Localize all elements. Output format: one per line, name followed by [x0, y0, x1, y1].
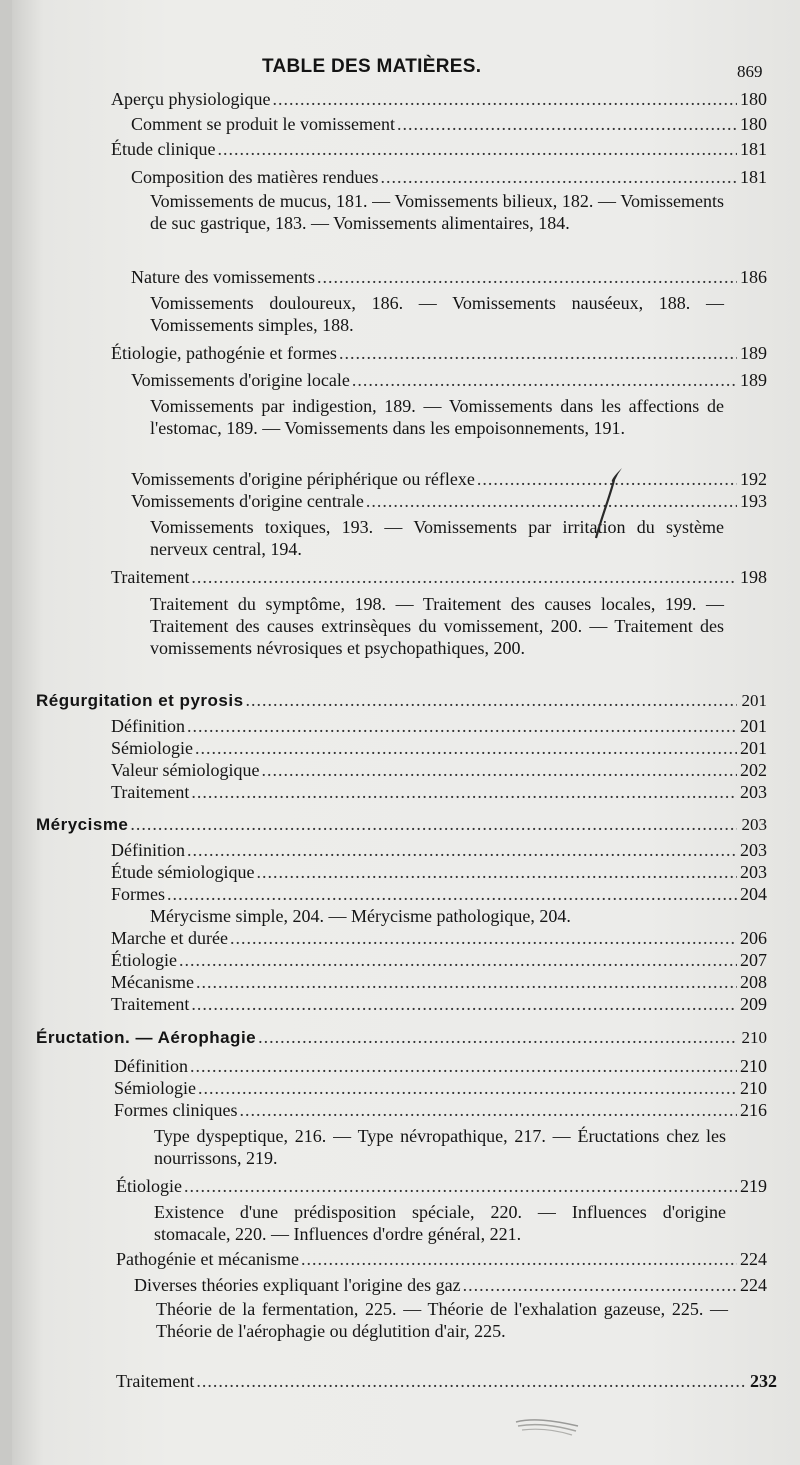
- toc-entry-page: 224: [740, 1275, 767, 1295]
- toc-entry-label: Valeur sémiologique: [111, 760, 260, 780]
- toc-entry: [111, 927, 767, 949]
- toc-entry-label: Définition: [111, 716, 185, 736]
- toc-entry-page: 232: [750, 1371, 777, 1391]
- leader-dots: [380, 166, 737, 188]
- toc-entry-label: Traitement: [116, 1371, 195, 1391]
- leader-dots: [463, 1274, 737, 1296]
- toc-entry-page: 181: [740, 167, 767, 187]
- toc-subentry-paragraph: Existence d'une prédisposition spéciale, 220. — Influences d'origine stomacale, 220. — Influences d'ordre général, 221.: [154, 1202, 726, 1244]
- toc-entry-label: Étude sémiologique: [111, 862, 255, 882]
- toc-section-page: 210: [741, 1028, 767, 1047]
- toc-entry: [111, 737, 767, 759]
- toc-entry-page: 198: [740, 567, 767, 587]
- ink-smudge-icon: [512, 1412, 582, 1440]
- toc-entry-label: Sémiologie: [111, 738, 193, 758]
- toc-entry-label: Vomissements d'origine centrale: [131, 491, 364, 511]
- toc-entry: [116, 1248, 767, 1270]
- leader-dots: [196, 971, 737, 993]
- toc-entry-page: 202: [740, 760, 767, 780]
- leader-dots: [339, 342, 737, 364]
- toc-entry-page: 203: [740, 782, 767, 802]
- toc-entry: [111, 566, 767, 588]
- page-header: [0, 52, 800, 82]
- leader-dots: [130, 813, 737, 835]
- leader-dots: [217, 138, 737, 160]
- toc-entry-label: Vomissements d'origine locale: [131, 370, 350, 390]
- toc-entry-label: Pathogénie et mécanisme: [116, 1249, 299, 1269]
- toc-entry-page: 203: [740, 840, 767, 860]
- toc-entry-page: 224: [740, 1249, 767, 1269]
- toc-entry-page: 192: [740, 469, 767, 489]
- pencil-mark-icon: [588, 466, 628, 540]
- toc-entry-label: Diverses théories expliquant l'origine des gaz: [134, 1275, 461, 1295]
- toc-entry-label: Traitement: [111, 994, 190, 1014]
- toc-entry-label: Étiologie: [111, 950, 177, 970]
- toc-entry: [111, 138, 767, 160]
- leader-dots: [198, 1077, 737, 1099]
- leader-dots: [191, 993, 737, 1015]
- leader-dots: [195, 737, 737, 759]
- toc-subentry-paragraph: Traitement du symptôme, 198. — Traitement des causes locales, 199. — Traitement des causes extrinsèques du vomissement, 200. — Traitement des vomissements névrosiques et psychopathiques, 200.: [150, 594, 724, 658]
- toc-entry: [114, 1099, 767, 1121]
- toc-subentry-paragraph: Théorie de la fermentation, 225. — Théorie de l'exhalation gazeuse, 225. — Théorie de l'aérophagie ou déglutition d'air, 225.: [156, 1299, 728, 1341]
- toc-section: [36, 813, 767, 836]
- toc-section-page: 203: [741, 815, 767, 834]
- toc-entry: [131, 166, 767, 188]
- toc-entry: [134, 1274, 767, 1296]
- leader-dots: [196, 1370, 747, 1392]
- toc-entry: [111, 342, 767, 364]
- leader-dots: [190, 1055, 737, 1077]
- toc-entry: [131, 113, 767, 135]
- toc-entry-label: Comment se produit le vomissement: [131, 114, 395, 134]
- toc-entry: [111, 781, 767, 803]
- toc-entry-label: Traitement: [111, 567, 190, 587]
- toc-entry-label: Mécanisme: [111, 972, 194, 992]
- toc-entry: [114, 1077, 767, 1099]
- toc-subentry-paragraph: Type dyspeptique, 216. — Type névropathique, 217. — Éructations chez les nourrissons, 219.: [154, 1126, 726, 1168]
- toc-entry-label: Nature des vomissements: [131, 267, 315, 287]
- leader-dots: [184, 1175, 737, 1197]
- leader-dots: [397, 113, 737, 135]
- toc-section-label: Éructation. — Aérophagie: [36, 1028, 257, 1047]
- toc-entry-page: 210: [740, 1056, 767, 1076]
- toc-entry-page: 219: [740, 1176, 767, 1196]
- toc-section: [36, 689, 767, 712]
- toc-subentry-paragraph: Vomissements de mucus, 181. — Vomissements bilieux, 182. — Vomissements de suc gastrique, 183. — Vomissements alimentaires, 184.: [150, 191, 724, 233]
- toc-subentry-paragraph: Mérycisme simple, 204. — Mérycisme pathologique, 204.: [150, 906, 571, 926]
- toc-entry: [111, 715, 767, 737]
- leader-dots: [167, 883, 737, 905]
- toc-entry-page: 189: [740, 370, 767, 390]
- toc-entry-label: Étiologie, pathogénie et formes: [111, 343, 337, 363]
- toc-entry-page: 203: [740, 862, 767, 882]
- leader-dots: [272, 88, 737, 110]
- leader-dots: [301, 1248, 737, 1270]
- toc-subentry-paragraph: Vomissements douloureux, 186. — Vomissements nauséeux, 188. — Vomissements simples, 188.: [150, 293, 724, 335]
- toc-entry-page: 209: [740, 994, 767, 1014]
- leader-dots: [230, 927, 737, 949]
- toc-entry-page: 180: [740, 89, 767, 109]
- leader-dots: [191, 566, 737, 588]
- toc-entry-label: Étiologie: [116, 1176, 182, 1196]
- leader-dots: [191, 781, 737, 803]
- toc-subentry-paragraph: Vomissements toxiques, 193. — Vomissements par irritation du système nerveux central, 194.: [150, 517, 724, 559]
- toc-entry-label: Formes: [111, 884, 165, 904]
- toc-entry: [116, 1175, 767, 1197]
- toc-entry-label: Définition: [114, 1056, 188, 1076]
- toc-entry: [111, 861, 767, 883]
- toc-entry: [131, 266, 767, 288]
- toc-entry-label: Composition des matières rendues: [131, 167, 379, 187]
- leader-dots: [366, 490, 737, 512]
- toc-entry-page: 193: [740, 491, 767, 511]
- leader-dots: [261, 759, 737, 781]
- toc-entry-page: 181: [740, 139, 767, 159]
- toc-entry-label: Étude clinique: [111, 139, 216, 159]
- toc-entry: [111, 949, 767, 971]
- toc-entry-page: 216: [740, 1100, 767, 1120]
- toc-entry: [111, 88, 767, 110]
- toc-entry-label: Traitement: [111, 782, 190, 802]
- toc-entry-page: 201: [740, 738, 767, 758]
- toc-entry: [111, 971, 767, 993]
- toc-entry-page: 210: [740, 1078, 767, 1098]
- page-number: 869: [737, 62, 763, 81]
- toc-entry-page: 186: [740, 267, 767, 287]
- leader-dots: [258, 1026, 737, 1048]
- toc-entry: [111, 883, 767, 905]
- toc-entry-page: 180: [740, 114, 767, 134]
- toc-entry-page: 204: [740, 884, 767, 904]
- leader-dots: [352, 369, 737, 391]
- toc-entry-label: Aperçu physiologique: [111, 89, 271, 109]
- leader-dots: [187, 839, 737, 861]
- toc-entry: [114, 1055, 767, 1077]
- toc-entry: [111, 759, 767, 781]
- toc-section-label: Régurgitation et pyrosis: [36, 691, 244, 710]
- leader-dots: [240, 1099, 738, 1121]
- toc-entry-label: Formes cliniques: [114, 1100, 238, 1120]
- toc-entry-page: 208: [740, 972, 767, 992]
- toc-entry: [116, 1370, 777, 1392]
- leader-dots: [256, 861, 737, 883]
- toc-entry-label: Marche et durée: [111, 928, 228, 948]
- toc-entry-label: Définition: [111, 840, 185, 860]
- toc-entry: [111, 839, 767, 861]
- toc-entry: [131, 468, 767, 490]
- leader-dots: [179, 949, 737, 971]
- toc-section: [36, 1026, 767, 1049]
- leader-dots: [317, 266, 737, 288]
- toc-entry: [111, 993, 767, 1015]
- toc-subentry-paragraph: Vomissements par indigestion, 189. — Vomissements dans les affections de l'estomac, 189. — Vomissements dans les empoisonnements, 191.: [150, 396, 724, 438]
- leader-dots: [246, 689, 737, 711]
- toc-entry: [131, 369, 767, 391]
- toc-entry-page: 189: [740, 343, 767, 363]
- leader-dots: [187, 715, 737, 737]
- toc-entry-label: Vomissements d'origine périphérique ou réflexe: [131, 469, 475, 489]
- toc-entry-page: 207: [740, 950, 767, 970]
- running-title: TABLE DES MATIÈRES.: [262, 56, 482, 77]
- toc-entry: [131, 490, 767, 512]
- toc-entry-page: 206: [740, 928, 767, 948]
- toc-entry-label: Sémiologie: [114, 1078, 196, 1098]
- toc-entry-page: 201: [740, 716, 767, 736]
- toc-section-label: Mérycisme: [36, 815, 129, 834]
- toc-section-page: 201: [741, 691, 767, 710]
